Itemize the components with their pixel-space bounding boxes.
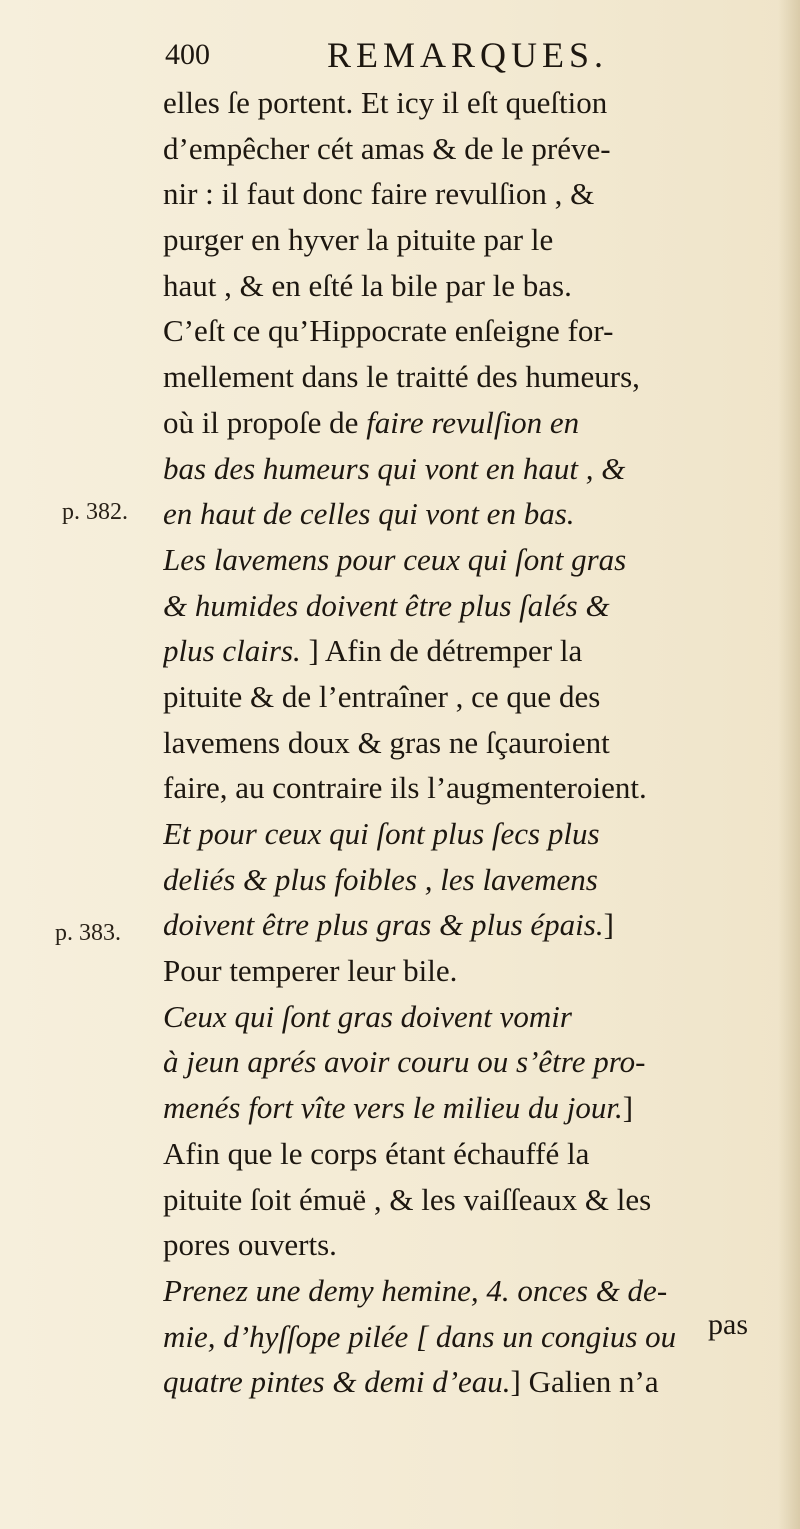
roman-text: pituite & de l’entraîner , ce que des xyxy=(163,678,601,714)
roman-text: purger en hyver la pituite par le xyxy=(163,222,554,258)
text-line xyxy=(163,217,763,263)
text-line xyxy=(163,583,763,629)
italic-text: bas des humeurs qui vont en haut , & xyxy=(163,450,626,486)
roman-text: ] Afin de détremper la xyxy=(300,633,583,669)
text-line xyxy=(163,400,763,446)
roman-text: ] xyxy=(622,1090,634,1126)
roman-text: haut , & en eſté la bile par le bas. xyxy=(163,267,572,303)
roman-text: Pour temperer leur bile. xyxy=(163,953,458,989)
text-line xyxy=(163,720,763,766)
italic-text: menés fort vîte vers le milieu du jour. xyxy=(163,1090,623,1126)
text-line xyxy=(163,1314,763,1360)
text-line xyxy=(163,857,763,903)
text-line xyxy=(163,628,763,674)
roman-text: faire, au contraire ils l’augmenteroient. xyxy=(163,770,647,806)
text-line xyxy=(163,902,763,948)
roman-text: mellement dans le traitté des humeurs, xyxy=(163,359,640,395)
italic-text: plus clairs. xyxy=(163,633,301,669)
text-line xyxy=(163,674,763,720)
text-line xyxy=(163,126,763,172)
roman-text: C’eſt ce qu’Hippocrate enſeigne for- xyxy=(163,313,614,349)
text-line xyxy=(163,765,763,811)
italic-text: quatre pintes & demi d’eau. xyxy=(163,1364,511,1400)
text-line xyxy=(163,948,763,994)
italic-text: en haut de celles qui vont en bas. xyxy=(163,496,575,532)
text-line xyxy=(163,1222,763,1268)
text-line xyxy=(163,811,763,857)
italic-text: Les lavemens pour ceux qui ſont gras xyxy=(163,541,627,577)
roman-text: ] xyxy=(603,907,614,943)
roman-text: pituite ſoit émuë , & les vaiſſeaux & les xyxy=(163,1181,652,1217)
text-line xyxy=(163,1177,763,1223)
body-text xyxy=(163,80,763,1405)
italic-text: Et pour ceux qui ſont plus ſecs plus xyxy=(163,816,600,851)
italic-text: à jeun aprés avoir couru ou s’être pro- xyxy=(163,1044,646,1080)
text-line xyxy=(163,537,763,583)
page-number: 400 xyxy=(165,38,210,71)
margin-reference: p. 382. xyxy=(62,499,128,525)
text-line xyxy=(163,308,763,354)
page-header xyxy=(165,30,765,80)
italic-text: deliés & plus foibles , les lavemens xyxy=(163,861,598,897)
roman-text: lavemens doux & gras ne ſçauroient xyxy=(163,724,610,760)
text-line xyxy=(163,80,763,126)
roman-text: elles ſe portent. Et icy il eſt queſtion xyxy=(163,85,608,120)
text-line xyxy=(163,1359,763,1405)
italic-text: & humides doivent être plus ſalés & xyxy=(163,587,610,623)
italic-text: Ceux qui ſont gras doivent vomir xyxy=(163,998,572,1034)
italic-text: Prenez une demy hemine, 4. onces & de- xyxy=(163,1272,668,1308)
roman-text: ] Galien n’a xyxy=(510,1364,659,1400)
page-edge-shadow xyxy=(778,0,800,1529)
roman-text: Afin que le corps étant échauffé la xyxy=(163,1135,590,1171)
text-line xyxy=(163,1085,763,1131)
margin-reference: p. 383. xyxy=(55,920,121,946)
catchword: pas xyxy=(708,1308,748,1341)
roman-text: où il propoſe de xyxy=(163,404,367,440)
text-line xyxy=(163,263,763,309)
text-line xyxy=(163,1268,763,1314)
text-line xyxy=(163,446,763,492)
text-line xyxy=(163,994,763,1040)
text-line xyxy=(163,1131,763,1177)
roman-text: pores ouverts. xyxy=(163,1227,337,1263)
roman-text: nir : il faut donc faire revulſion , & xyxy=(163,176,595,212)
text-line xyxy=(163,354,763,400)
italic-text: mie, d’hyſſope pilée [ dans un congius ou xyxy=(163,1318,677,1354)
roman-text: d’empêcher cét amas & de le préve- xyxy=(163,130,611,166)
text-line xyxy=(163,491,763,537)
italic-text: faire revulſion en xyxy=(366,404,580,440)
running-title: REMARQUES. xyxy=(327,35,609,75)
italic-text: doivent être plus gras & plus épais. xyxy=(163,907,604,943)
text-line xyxy=(163,171,763,217)
text-line xyxy=(163,1039,763,1085)
